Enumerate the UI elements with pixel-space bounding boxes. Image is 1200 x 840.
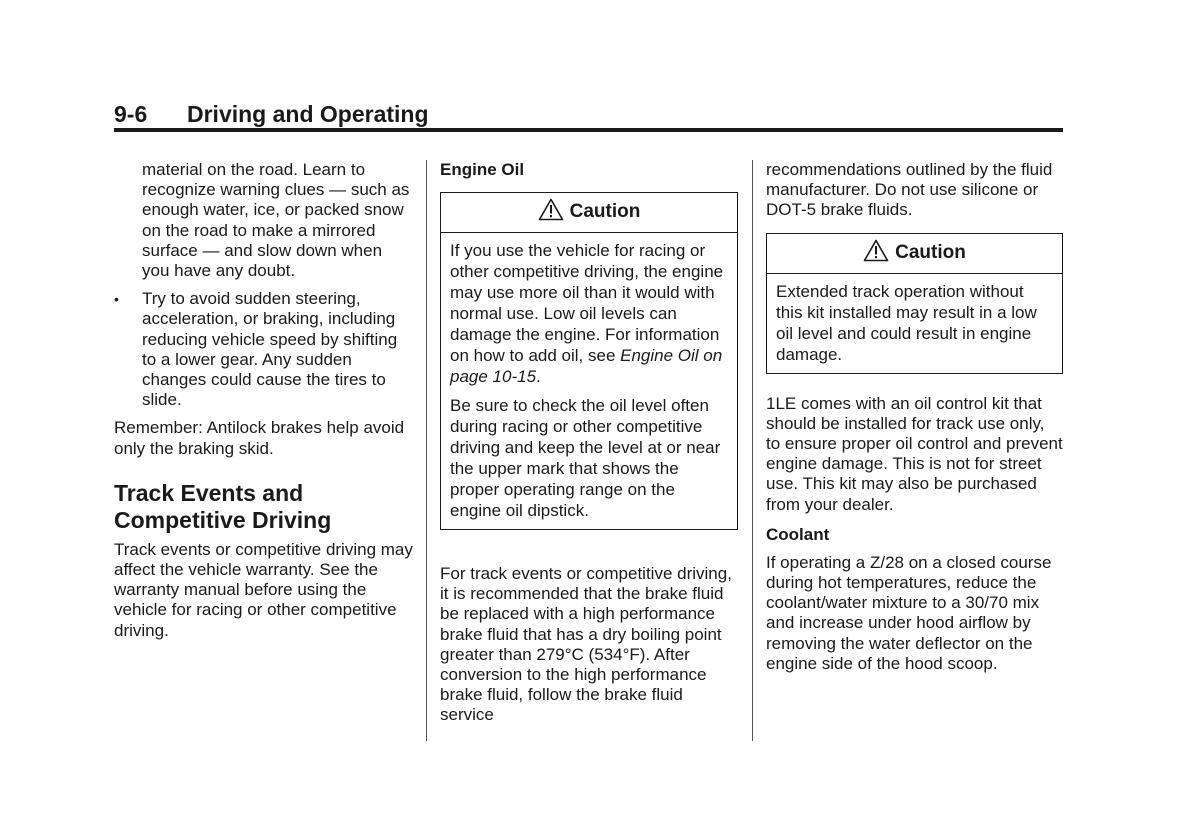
column-divider <box>752 160 753 741</box>
caution-label: Caution <box>895 242 966 263</box>
paragraph: 1LE comes with an oil control kit that should be installed for track use only, to ensure proper oil control and prevent engine damage. This is not for street use. This kit may also be purchased from your dealer. <box>766 393 1063 514</box>
caution-body <box>767 274 1062 373</box>
caution-body <box>441 233 737 529</box>
bullet-icon: • <box>114 291 119 308</box>
cross-reference: Engine Oil on page 10-15 <box>450 346 723 386</box>
paragraph: Remember: Antilock brakes help avoid only the braking skid. <box>114 418 405 458</box>
column-divider <box>426 160 427 741</box>
warning-triangle-icon <box>538 198 570 226</box>
column-3 <box>766 160 1063 674</box>
caution-paragraph: Extended track operation without this kit installed may result in a low oil level and could result in engine damage. <box>776 281 1037 364</box>
subsection-heading: Engine Oil <box>440 160 525 179</box>
column-2 <box>440 160 738 726</box>
caution-label: Caution <box>569 201 641 223</box>
punctuation: . <box>536 367 541 386</box>
caution-header <box>441 193 737 233</box>
paragraph: For track events or competitive driving, it is recommended that the brake fluid be replaced with a high performance brake fluid that has a dry boiling point greater than 279°C (534°F). After conversion to the high performance brake fluid, follow the brake fluid service <box>440 564 732 725</box>
caution-box <box>440 192 738 530</box>
caution-paragraph: Be sure to check the oil level often during racing or other competitive driving and keep the level at or near the upper mark that shows the proper operating range on the engine oil dipstick. <box>450 396 721 520</box>
warning-triangle-icon <box>863 239 895 267</box>
page-number: 9-6 <box>114 101 148 127</box>
paragraph: recommendations outlined by the fluid manufacturer. Do not use silicone or DOT-5 brake fluids. <box>766 160 1053 220</box>
bullet-item <box>114 289 414 410</box>
caution-text: If you use the vehicle for racing or other competitive driving, the engine may use more oil than it would with normal use. Low oil levels can damage the engine. For information on how to add oil, see <box>450 241 724 365</box>
bullet-text: Try to avoid sudden steering, acceleration, or braking, including reducing vehicle speed by shifting to a lower gear. Any sudden changes could cause the tires to slide. <box>142 289 398 410</box>
section-title: Driving and Operating <box>187 101 429 127</box>
page-header <box>114 100 1063 128</box>
caution-box <box>766 233 1063 374</box>
paragraph: material on the road. Learn to recognize warning clues — such as enough water, ice, or packed snow on the road to make a mirrored surface — and slow down when you have any doubt. <box>142 160 410 281</box>
subsection-heading: Coolant <box>766 524 830 544</box>
paragraph: Track events or competitive driving may affect the vehicle warranty. See the warranty manual before using the vehicle for racing or other competitive driving. <box>114 539 413 640</box>
header-rule <box>114 128 1063 132</box>
section-heading: Track Events and Competitive Driving <box>114 479 332 533</box>
caution-header <box>767 234 1062 274</box>
column-1 <box>114 160 414 641</box>
caution-paragraph <box>450 240 728 387</box>
paragraph: If operating a Z/28 on a closed course during hot temperatures, reduce the coolant/water mixture to a 30/70 mix and increase under hood airflow by removing the water deflector on the engine side of the hood scoop. <box>766 552 1052 673</box>
